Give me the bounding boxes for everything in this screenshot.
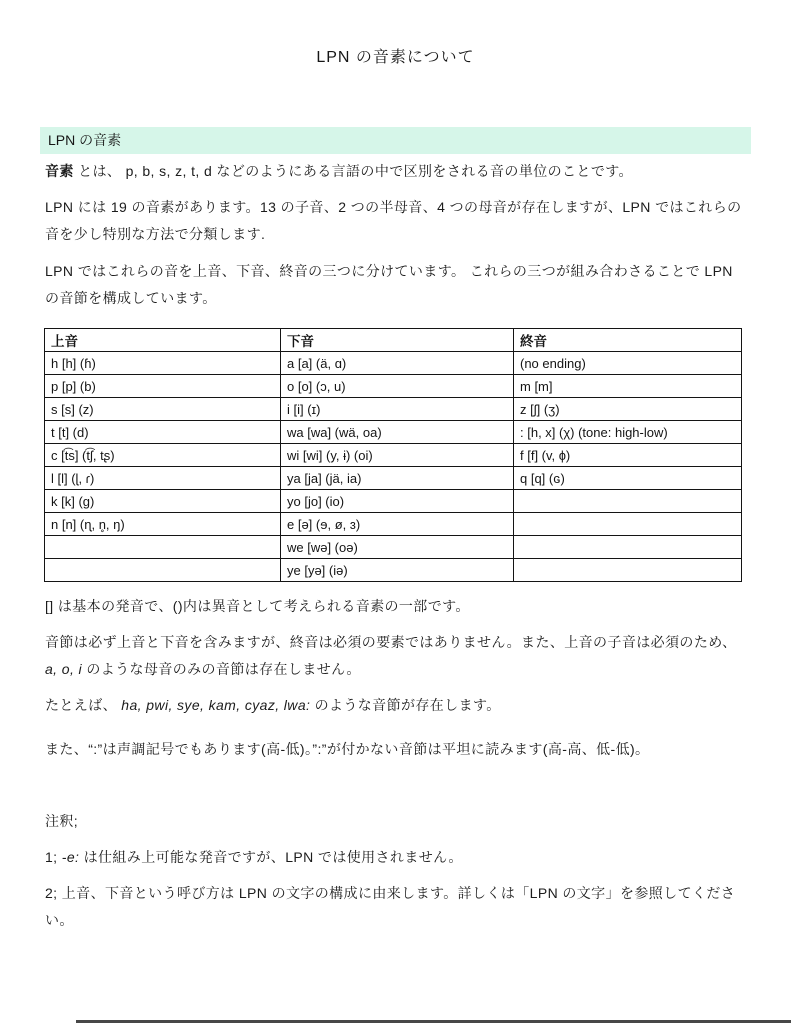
- paragraph-phoneme-definition: [45, 158, 745, 185]
- text-segment: は仕組み上可能な発音ですが、LPN では使用されません。: [79, 849, 463, 865]
- phoneme-cell: [45, 536, 281, 559]
- page-bottom-edge-rule: [76, 1020, 791, 1023]
- text-segment: とは、 p, b, s, z, t, d などのようにある言語の中で区別をされる音の単位のことです。: [73, 163, 633, 179]
- paragraph-syllable-examples: [45, 692, 745, 719]
- phoneme-cell: c [t͡s] (t͡ʃ, tʂ): [45, 444, 281, 467]
- phoneme-table: [44, 328, 742, 582]
- phoneme-cell: f [f] (v, ɸ): [514, 444, 742, 467]
- phoneme-cell: wa [wa] (wä, oa): [281, 421, 514, 444]
- phoneme-cell: : [h, x] (χ) (tone: high-low): [514, 421, 742, 444]
- phoneme-cell: [514, 559, 742, 582]
- text-segment: -e:: [61, 849, 80, 865]
- table-row: [45, 513, 742, 536]
- phoneme-cell: i [i] (ɪ): [281, 398, 514, 421]
- table-row: [45, 536, 742, 559]
- text-segment: のような母音のみの音節は存在しません。: [82, 661, 361, 677]
- table-header-row: [45, 329, 742, 352]
- phoneme-cell: l [l] (ɭ, ɾ): [45, 467, 281, 490]
- phoneme-cell: o [o] (ɔ, u): [281, 375, 514, 398]
- text-segment: また、“:”は声調記号でもあります(高-低)。”:”が付かない音節は平坦に読みます(高-高、低-低)。: [45, 741, 650, 757]
- table-row: [45, 559, 742, 582]
- paragraph-tone-mark: [45, 736, 745, 763]
- note-2: [45, 880, 745, 934]
- text-segment: a, o, i: [45, 661, 83, 677]
- phoneme-cell: a [a] (ä, ɑ): [281, 352, 514, 375]
- phoneme-cell: h [h] (ɦ): [45, 352, 281, 375]
- table-footnote: [45, 593, 745, 620]
- paragraph-syllable-rules: [45, 629, 745, 683]
- column-header: 上音: [45, 329, 281, 352]
- column-header: 終音: [514, 329, 742, 352]
- phoneme-cell: t [t] (d): [45, 421, 281, 444]
- phoneme-cell: (no ending): [514, 352, 742, 375]
- table-row: [45, 352, 742, 375]
- table-row: [45, 421, 742, 444]
- phoneme-cell: we [wə] (oə): [281, 536, 514, 559]
- paragraph-phoneme-count: [45, 194, 745, 248]
- phoneme-cell: p [p] (b): [45, 375, 281, 398]
- phoneme-cell: yo [jo] (io): [281, 490, 514, 513]
- phoneme-cell: [514, 490, 742, 513]
- phoneme-cell: s [s] (z): [45, 398, 281, 421]
- phoneme-cell: e [ə] (ɘ, ø, ɜ): [281, 513, 514, 536]
- text-segment: 音素: [45, 163, 74, 179]
- phoneme-cell: n [n] (ɳ, n̥, ŋ): [45, 513, 281, 536]
- text-segment: LPN には 19 の音素があります。13 の子音、2 つの半母音、4 つの母音が存在しますが、LPN ではこれらの音を少し特別な方法で分類します.: [45, 199, 742, 242]
- notes-label: 注釈;: [45, 813, 79, 829]
- text-segment: 2; 上音、下音という呼び方は LPN の文字の構成に由来します。詳しくは「LPN の文字」を参照してください。: [45, 885, 736, 928]
- table-row: [45, 467, 742, 490]
- note-1: [45, 844, 745, 871]
- paragraph-sound-classes: [45, 258, 745, 312]
- text-segment: LPN ではこれらの音を上音、下音、終音の三つに分けています。 これらの三つが組み合わさることで LPN の音節を構成しています。: [45, 263, 733, 306]
- phoneme-cell: ye [yə] (iə): [281, 559, 514, 582]
- page-title: LPN の音素について: [316, 49, 475, 66]
- text-segment: 音節は必ず上音と下音を含みますが、終音は必須の要素ではありません。また、上音の子音は必須のため、: [45, 634, 737, 650]
- phoneme-cell: wi [wi] (y, ɨ) (oi): [281, 444, 514, 467]
- table-row: [45, 444, 742, 467]
- phoneme-cell: ya [ja] (jä, ia): [281, 467, 514, 490]
- phoneme-cell: [514, 536, 742, 559]
- phoneme-cell: [45, 559, 281, 582]
- phoneme-cell: q [q] (ɢ): [514, 467, 742, 490]
- phoneme-cell: m [m]: [514, 375, 742, 398]
- section-header-text: LPN の音素: [48, 132, 122, 148]
- table-row: [45, 375, 742, 398]
- phoneme-table-body: [45, 352, 742, 582]
- phoneme-cell: z [ʃ] (ʒ): [514, 398, 742, 421]
- text-segment: ha, pwi, sye, kam, cyaz, lwa:: [121, 697, 311, 713]
- text-segment: のような音節が存在します。: [310, 697, 501, 713]
- phoneme-cell: [514, 513, 742, 536]
- phoneme-table-header: [45, 329, 742, 352]
- phoneme-cell: k [k] (g): [45, 490, 281, 513]
- table-row: [45, 398, 742, 421]
- text-segment: たとえば、: [45, 697, 122, 713]
- text-segment: 1;: [45, 849, 62, 865]
- column-header: 下音: [281, 329, 514, 352]
- section-header-highlight: [40, 127, 751, 154]
- text-segment: [] は基本の発音で、()内は異音として考えられる音素の一部です。: [45, 598, 470, 614]
- table-row: [45, 490, 742, 513]
